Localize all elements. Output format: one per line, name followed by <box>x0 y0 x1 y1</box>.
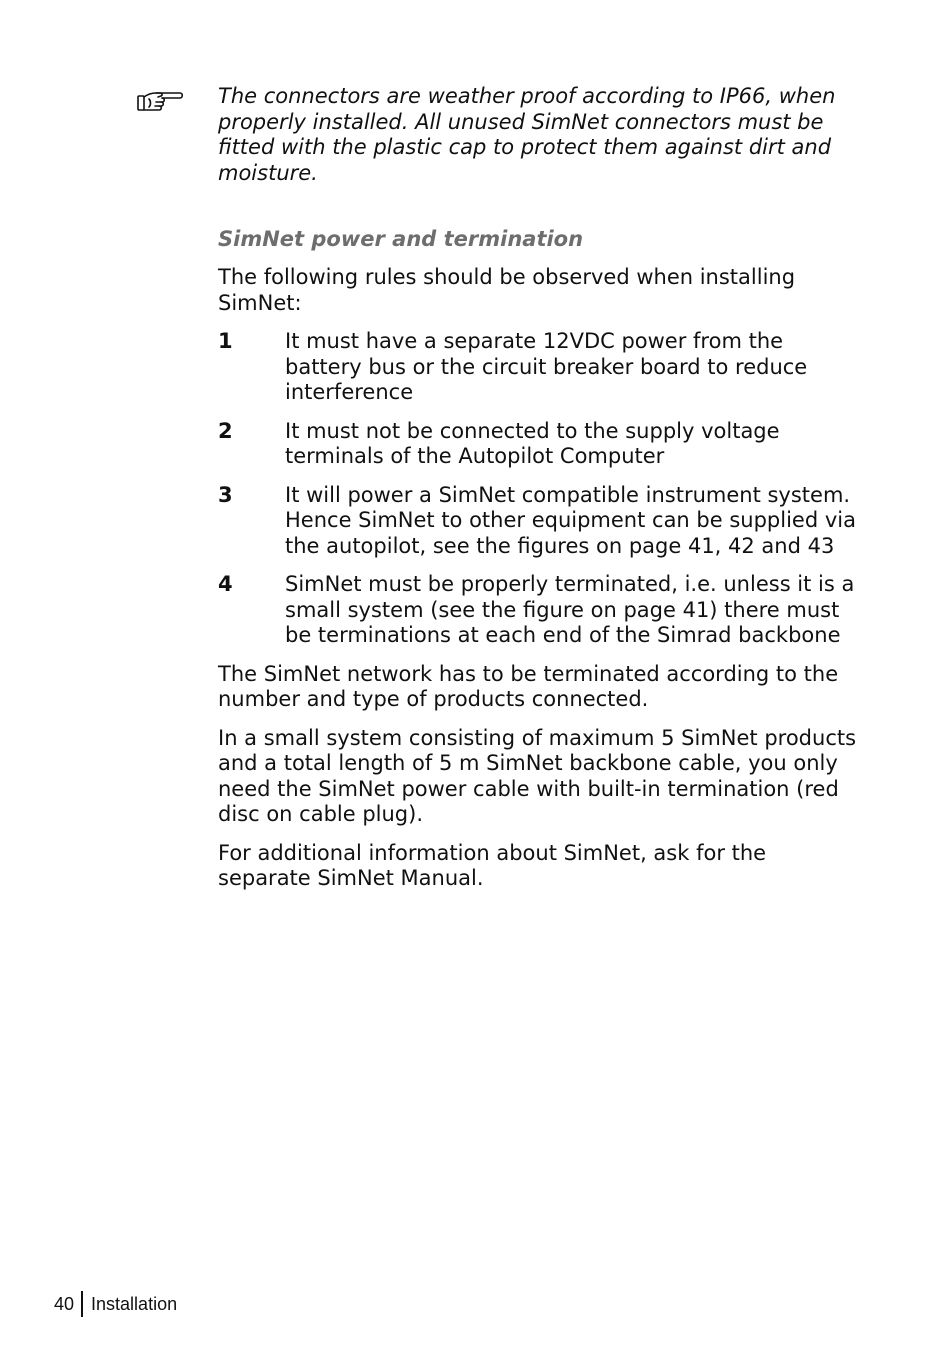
rule-number: 4 <box>218 572 233 596</box>
pointing-hand-icon <box>136 88 186 116</box>
note-text: The connectors are weather proof according to IP66, when properly installed. All unused SimNet connectors must be fitted with the plastic cap to protect them against dirt and moisture. <box>218 84 836 185</box>
rule-item <box>218 329 858 406</box>
rule-item <box>218 483 858 560</box>
rule-number: 3 <box>218 482 233 507</box>
page-footer <box>54 1291 177 1317</box>
rule-item <box>218 572 858 649</box>
rule-item <box>218 419 858 470</box>
rule-text: It must not be connected to the supply voltage terminals of the Autopilot Computer <box>285 418 780 468</box>
rule-text: It must have a separate 12VDC power from the battery bus or the circuit breaker board to reduce interference <box>285 329 808 404</box>
rule-text: It will power a SimNet compatible instrument system. Hence SimNet to other equipment can be supplied via the autopilot, see the figures on page 41, 42 and 43 <box>285 482 856 558</box>
rule-number: 2 <box>218 418 233 443</box>
footer-section-name: Installation <box>91 1293 178 1314</box>
section-body <box>218 265 858 905</box>
intro-paragraph: The following rules should be observed when installing SimNet: <box>218 265 796 315</box>
rule-number: 1 <box>218 329 233 353</box>
footer-divider <box>81 1291 83 1317</box>
body-paragraph: The SimNet network has to be terminated according to the number and type of products connected. <box>218 661 839 711</box>
page-number: 40 <box>54 1293 75 1314</box>
body-paragraph: In a small system consisting of maximum 5 SimNet products and a total length of 5 m SimNet backbone cable, you only need the SimNet power cable with built-in termination (red disc on cable plug). <box>218 725 857 826</box>
section-heading: SimNet power and termination <box>218 227 584 251</box>
rule-text: SimNet must be properly terminated, i.e. unless it is a small system (see the figure on page 41) there must be terminations at each end of the Simrad backbone <box>285 572 855 647</box>
body-paragraph: For additional information about SimNet, ask for the separate SimNet Manual. <box>218 840 767 890</box>
rules-list <box>218 329 858 649</box>
